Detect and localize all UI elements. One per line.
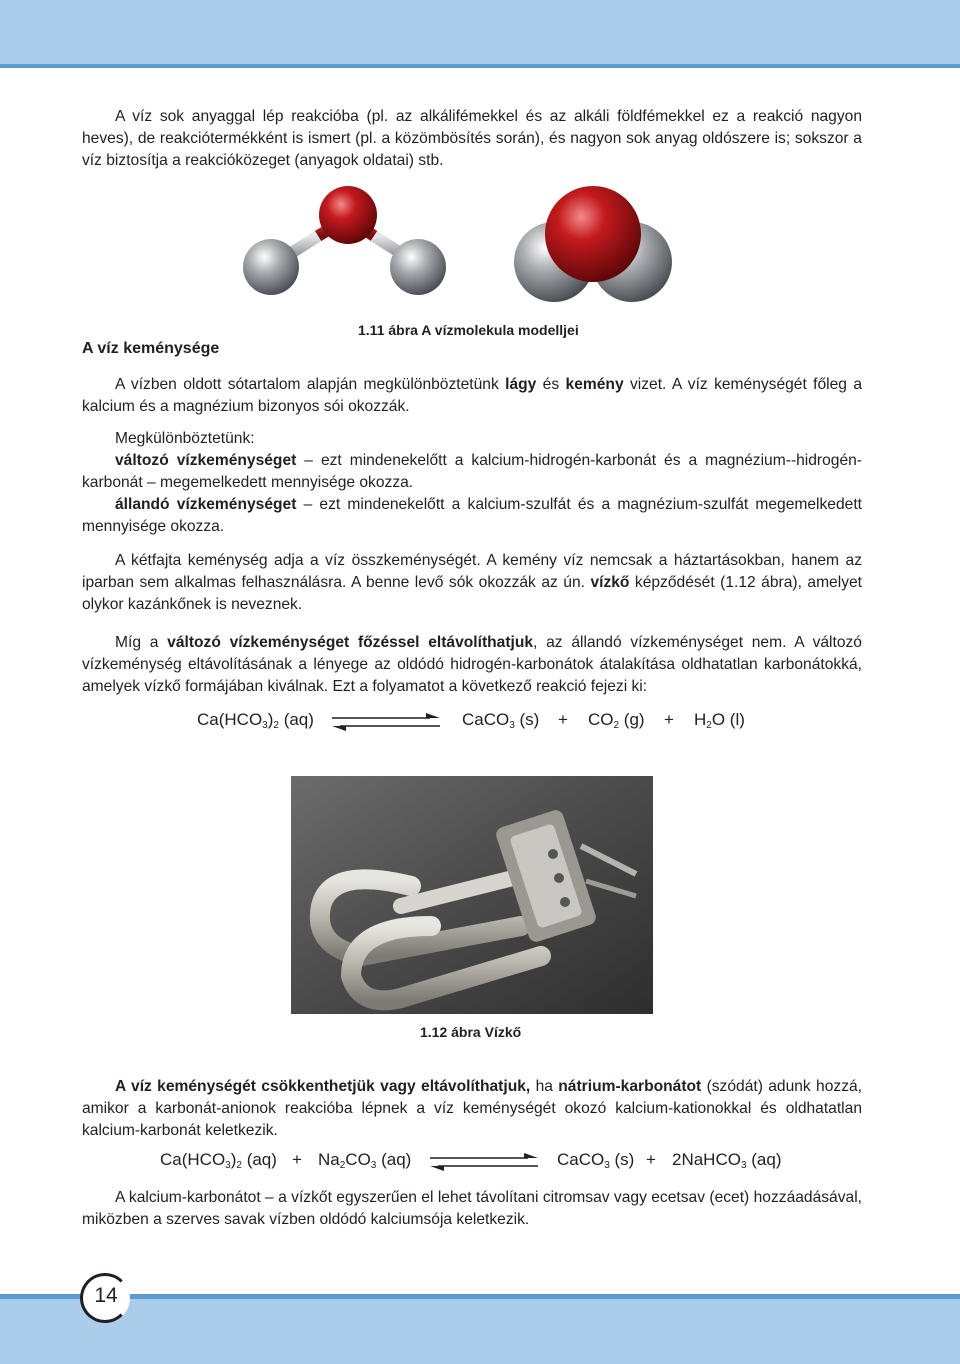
equation-2-reactant-soda: $Na_2CO_3$ (aq) [318, 1150, 412, 1171]
equilibrium-arrow-1 [330, 710, 442, 734]
equation-2-plus-b: + [646, 1150, 656, 1169]
permanent-hardness-definition: állandó vízkeménységet – ezt mindenekelőtt a kalcium-szulfát és a magnézium-szulfát megemelkedett mennyisége okozza. [82, 496, 862, 535]
paragraph-acid-removal: A kalcium-karbonátot – a vízkőt egyszerűen el lehet távolítani citromsav vagy ecetsav (ecet) hozzáadásával, miközben a szerves savak vízben oldódó kalciumsója keletkezik. [82, 1189, 862, 1228]
intro-paragraph: A víz sok anyaggal lép reakcióba (pl. az alkálifémekkel és az alkáli földfémekkel ez a reakció nagyon heves), de reakciótermékként is ismert (pl. a közömbösítés során), és nagyon sok anyag oldószere is; sokszor a víz biztosítja a reakcióközeget (anyagok oldatai) stb. [82, 108, 862, 169]
equation-1-plus-b: + [664, 710, 674, 729]
paragraph-total-hardness: A kétfajta keménység adja a víz összkeménységét. A kemény víz nemcsak a háztartásokban, hanem az iparban sem alkalmas felhasználásra. A benne levő sók okozzák az ún. vízkő képződését (1.12 ábra), amelyet olykor kazánkőnek is neveznek. [82, 552, 862, 613]
temporary-hardness-definition: változó vízkeménységet – ezt mindenekelőtt a kalcium-hidrogén-karbonát és a magnézium--hidrogén-karbonát – megemelkedett mennyisége okozza. [82, 452, 862, 491]
equation-1-product-caco3: CaCO$_3$ (s) [462, 710, 540, 731]
equation-2-plus-a: + [292, 1150, 302, 1169]
equilibrium-arrow-2 [428, 1150, 540, 1174]
figure-1-11-caption: 1.11 ábra A vízmolekula modelljei [358, 322, 579, 338]
section-heading: A víz keménysége [82, 340, 220, 357]
footer-band [0, 1294, 960, 1364]
paragraph-boiling-removal: Míg a változó vízkeménységet főzéssel eltávolíthatjuk, az állandó vízkeménységet nem. A változó vízkeménység eltávolításának a lényege az oldódó hidrogén-karbonátok átalakítása oldhatatlan karbonátokká, amelyek vízkő formájában kiválnak. Ezt a folyamatot a következő reakció fejezi ki: [82, 634, 862, 695]
header-band [0, 0, 960, 64]
equation-1-reactant: $Ca(HCO_3)_2$ (aq) [197, 710, 314, 731]
equation-2-product-nahco3: 2NaHCO$_3$ (aq) [672, 1150, 782, 1171]
header-rule [0, 64, 960, 68]
footer-rule [0, 1294, 960, 1299]
paragraph-soft-hard-water: A vízben oldott sótartalom alapján megkülönböztetünk lágy és kemény vizet. A víz keménységét főleg a kalcium és a magnézium bizonyos sói okozzák. [82, 376, 863, 415]
equation-2-product-caco3: CaCO$_3$ (s) [557, 1150, 635, 1171]
equation-1-product-water: $H_2O$ (l) [694, 710, 745, 731]
types-lead: Megkülönböztetünk: [115, 430, 255, 447]
paragraph-hardness-types [82, 428, 862, 538]
figure-1-12-caption: 1.12 ábra Vízkő [420, 1024, 522, 1040]
water-ball-and-stick-model [238, 184, 450, 300]
limescale-heating-element-photo [291, 776, 653, 1014]
water-space-filling-model [512, 184, 674, 308]
equation-1-product-co2: $CO_2$ (g) [588, 710, 645, 731]
page-number: 14 [94, 1284, 118, 1307]
equation-2-reactant-bicarbonate: $Ca(HCO_3)_2$ (aq) [160, 1150, 277, 1171]
equation-1-plus-a: + [558, 710, 568, 729]
paragraph-soda-softening: A víz keménységét csökkenthetjük vagy eltávolíthatjuk, ha nátrium-karbonátot (szódát) adunk hozzá, amikor a karbonát-anionok reakcióba lépnek a víz keménységét okozó kalcium-kationokkal és oldhatatlan kalcium-karbonát keletkezik. [82, 1078, 863, 1139]
